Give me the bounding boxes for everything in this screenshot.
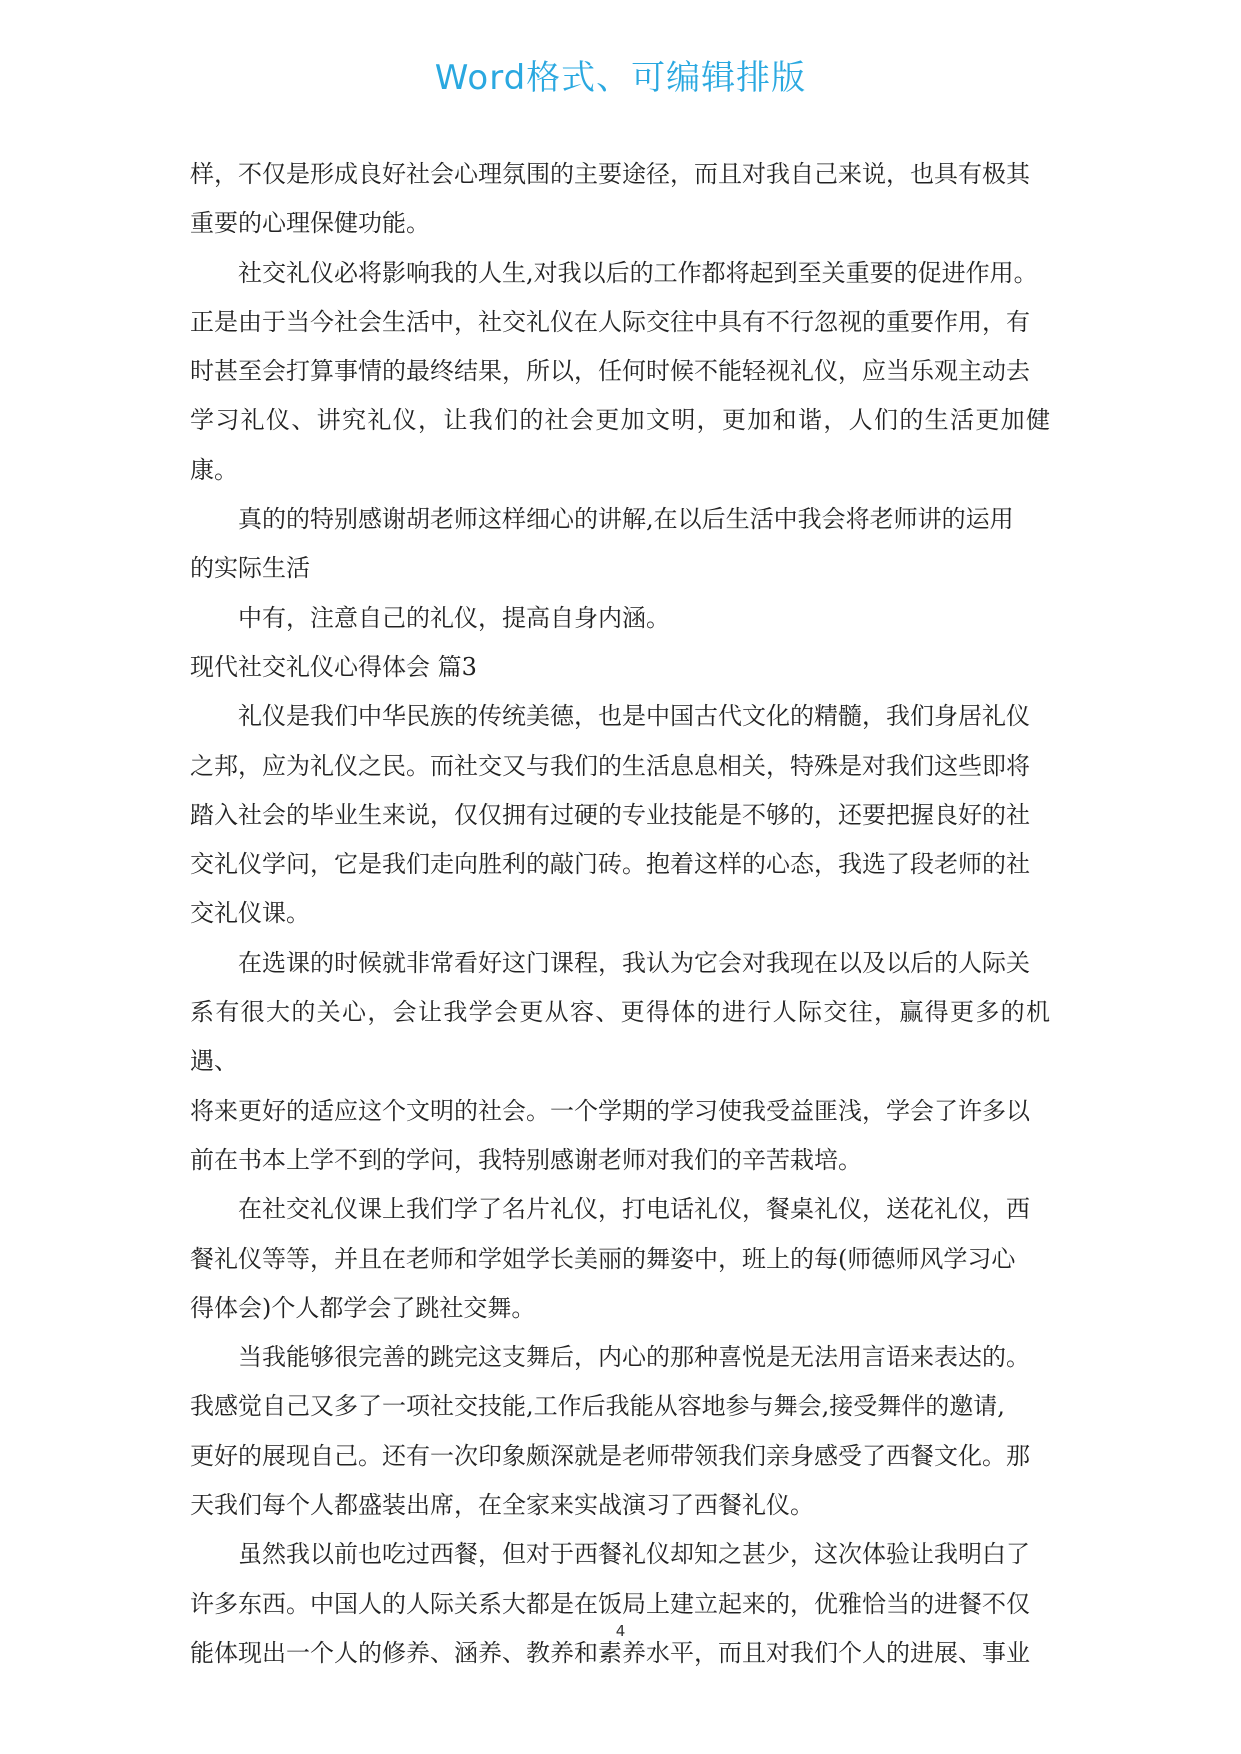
page-number: 4 — [615, 1622, 626, 1640]
paragraph-p7-line-2: 系有很大的关心，会让我学会更从容、更得体的进行人际交往，赢得更多的机遇、 — [190, 998, 1050, 1076]
paragraph-p10-line-3: 能体现出一个人的修养、涵养、教养和素养水平，而且对我们个人的进展、事业 — [190, 1638, 1030, 1667]
paragraph-p2-line-4: 学习礼仪、讲究礼仪，让我们的社会更加文明，更加和谐，人们的生活更加健康。 — [190, 406, 1050, 484]
paragraph-p9-line-3: 更好的展现自己。还有一次印象颇深就是老师带领我们亲身感受了西餐文化。那 — [190, 1441, 1030, 1470]
paragraph-p6-line-5: 交礼仪课。 — [190, 899, 310, 928]
paragraph-p6-line-3: 踏入社会的毕业生来说，仅仅拥有过硬的专业技能是不够的，还要把握良好的社 — [190, 800, 1030, 829]
paragraph-p9-line-1: 当我能够很完善的跳完这支舞后，内心的那种喜悦是无法用言语来表达的。 — [238, 1343, 1030, 1372]
paragraph-p7-line-4: 前在书本上学不到的学问，我特别感谢老师对我们的辛苦栽培。 — [190, 1145, 862, 1174]
paragraph-p3-line-1: 真的的特别感谢胡老师这样细心的讲解,在以后生活中我会将老师讲的运用 — [238, 505, 1014, 534]
paragraph-p6-line-4: 交礼仪学问，它是我们走向胜利的敲门砖。抱着这样的心态，我选了段老师的社 — [190, 850, 1030, 879]
paragraph-p3-line-2: 的实际生活 — [190, 554, 310, 583]
paragraph-p8-line-1: 在社交礼仪课上我们学了名片礼仪，打电话礼仪，餐桌礼仪，送花礼仪，西 — [238, 1195, 1030, 1224]
document-body — [190, 150, 1050, 1678]
paragraph-p9-line-4: 天我们每个人都盛装出席，在全家来实战演习了西餐礼仪。 — [190, 1491, 814, 1520]
paragraph-p4-line-1: 中有，注意自己的礼仪，提高自身内涵。 — [238, 603, 670, 632]
paragraph-p5-line-1: 现代社交礼仪心得体会 篇3 — [190, 652, 477, 681]
paragraph-p8-line-3: 得体会)个人都学会了跳社交舞。 — [190, 1293, 536, 1322]
paragraph-p8-line-2: 餐礼仪等等，并且在老师和学姐学长美丽的舞姿中，班上的每(师德师风学习心 — [190, 1244, 1016, 1273]
paragraph-p2-line-3: 时甚至会打算事情的最终结果，所以，任何时候不能轻视礼仪，应当乐观主动去 — [190, 357, 1030, 386]
paragraph-p10-line-1: 虽然我以前也吃过西餐，但对于西餐礼仪却知之甚少，这次体验让我明白了 — [238, 1540, 1030, 1569]
document-banner-title: Word格式、可编辑排版 — [434, 58, 807, 98]
paragraph-p7-line-3: 将来更好的适应这个文明的社会。一个学期的学习使我受益匪浅，学会了许多以 — [190, 1096, 1030, 1125]
paragraph-p1-line-2: 重要的心理保健功能。 — [190, 209, 430, 238]
paragraph-p10-line-2: 许多东西。中国人的人际关系大都是在饭局上建立起来的，优雅恰当的进餐不仅 — [190, 1589, 1030, 1618]
paragraph-p2-line-1: 社交礼仪必将影响我的人生,对我以后的工作都将起到至关重要的促进作用。 — [238, 258, 1038, 287]
paragraph-p2-line-2: 正是由于当今社会生活中，社交礼仪在人际交往中具有不行忽视的重要作用，有 — [190, 307, 1030, 336]
paragraph-p1-line-1: 样，不仅是形成良好社会心理氛围的主要途径，而且对我自己来说，也具有极其 — [190, 160, 1030, 188]
paragraph-p6-line-2: 之邦，应为礼仪之民。而社交又与我们的生活息息相关，特殊是对我们这些即将 — [190, 751, 1030, 780]
paragraph-p6-line-1: 礼仪是我们中华民族的传统美德，也是中国古代文化的精髓，我们身居礼仪 — [238, 702, 1030, 731]
paragraph-p9-line-2: 我感觉自己又多了一项社交技能,工作后我能从容地参与舞会,接受舞伴的邀请, — [190, 1392, 1005, 1421]
paragraph-p7-line-1: 在选课的时候就非常看好这门课程，我认为它会对我现在以及以后的人际关 — [238, 948, 1030, 977]
